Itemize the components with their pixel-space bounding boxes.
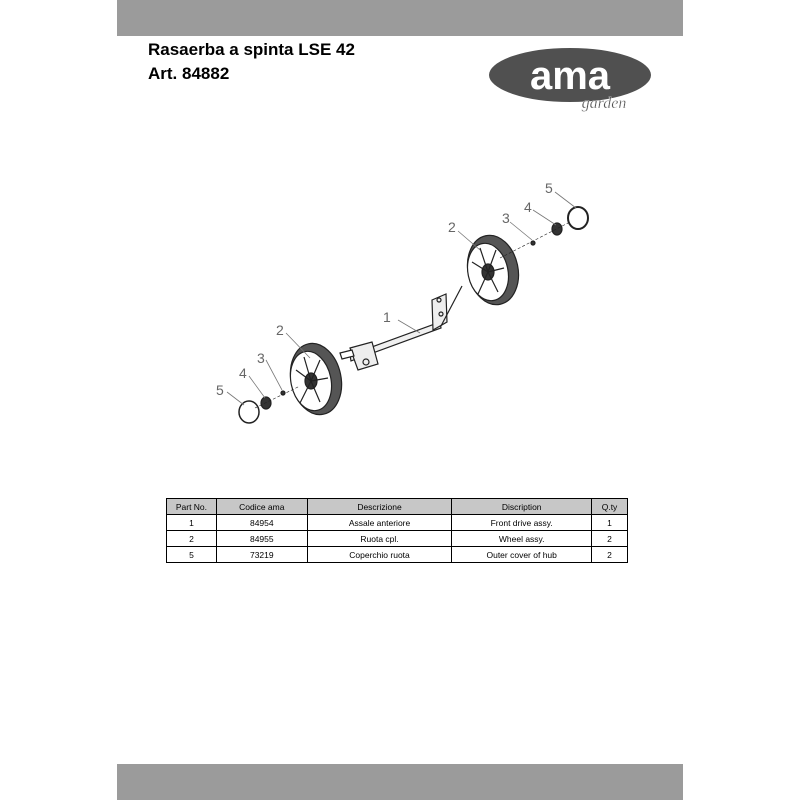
callout-2-right: 2 [448, 219, 456, 235]
parts-table [166, 498, 628, 563]
table-header-row [167, 499, 628, 515]
right-hub-parts [500, 207, 588, 258]
table-row [167, 515, 628, 531]
logo-brand-text: ama [529, 54, 611, 98]
cell-descrizione: Coperchio ruota [307, 547, 452, 563]
cell-qty: 2 [592, 531, 628, 547]
cell-part-no: 1 [167, 515, 217, 531]
callout-5-left: 5 [216, 382, 224, 398]
header-descrizione: Descrizione [307, 499, 452, 515]
cell-code: 84954 [216, 515, 307, 531]
header-codice-ama: Codice ama [216, 499, 307, 515]
leader-lines [227, 192, 576, 405]
page-title: Rasaerba a spinta LSE 42 [148, 40, 355, 59]
table-row [167, 531, 628, 547]
header-part-no: Part No. [167, 499, 217, 515]
cell-descrizione: Assale anteriore [307, 515, 452, 531]
left-hub-parts [239, 386, 300, 423]
logo-sub-text: garden [581, 95, 627, 112]
cell-qty: 1 [592, 515, 628, 531]
callout-3-left: 3 [257, 350, 265, 366]
cell-description: Front drive assy. [452, 515, 592, 531]
header-qty: Q.ty [592, 499, 628, 515]
callout-1: 1 [383, 309, 391, 325]
cell-description: Wheel assy. [452, 531, 592, 547]
cell-qty: 2 [592, 547, 628, 563]
cell-code: 84955 [216, 531, 307, 547]
article-number: Art. 84882 [148, 64, 230, 83]
header-discription: Discription [452, 499, 592, 515]
callout-4-left: 4 [239, 365, 247, 381]
cell-code: 73219 [216, 547, 307, 563]
cell-descrizione: Ruota cpl. [307, 531, 452, 547]
callout-5-right: 5 [545, 180, 553, 196]
cell-part-no: 5 [167, 547, 217, 563]
front-axle [340, 286, 462, 370]
left-wheel [284, 339, 348, 420]
callout-2-left: 2 [276, 322, 284, 338]
table-row [167, 547, 628, 563]
callout-3-right: 3 [502, 210, 510, 226]
callout-4-right: 4 [524, 199, 532, 215]
cell-part-no: 2 [167, 531, 217, 547]
cell-description: Outer cover of hub [452, 547, 592, 563]
